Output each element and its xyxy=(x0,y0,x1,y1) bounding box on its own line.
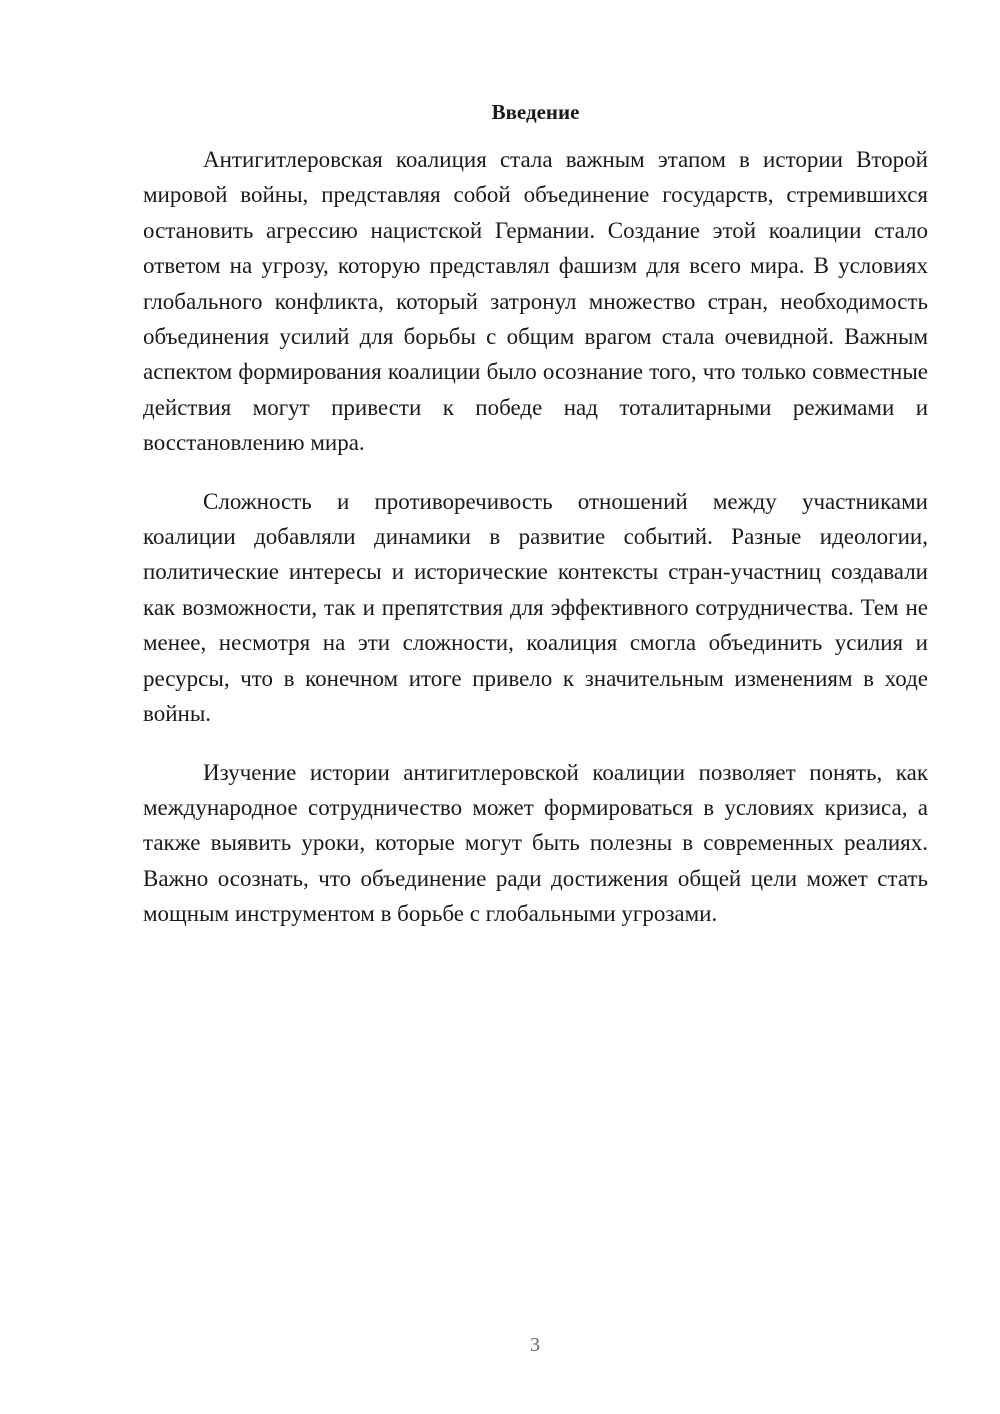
page-number: 3 xyxy=(530,1334,540,1356)
paragraph-2: Сложность и противоречивость отношений между участниками коалиции добавляли динамики в развитие событий. Разные идеологии, политические интересы и исторические контексты стран-участниц создавали как возможности, так и препятствия для эффективного сотрудничества. Тем не менее, несмотря на эти сложности, коалиция смогла объединить усилия и ресурсы, что в конечном итоге привело к значительным изменениям в ходе войны. xyxy=(143,488,928,727)
paragraph-1: Антигитлеровская коалиция стала важным этапом в истории Второй мировой войны, представляя собой объединение государств, стремившихся остановить агрессию нацистской Германии. Создание этой коалиции стало ответом на угрозу, которую представлял фашизм для всего мира. В условиях глобального конфликта, который затронул множество стран, необходимость объединения усилий для борьбы с общим врагом стала очевидной. Важным аспектом формирования коалиции было осознание того, что только совместные действия могут привести к победе над тоталитарными режимами и восстановлению мира. xyxy=(143,147,928,456)
section-title: Введение xyxy=(491,100,580,124)
paragraph-3: Изучение истории антигитлеровской коалиции позволяет понять, как международное сотрудничество может формироваться в условиях кризиса, а также выявить уроки, которые могут быть полезны в современных реалиях. Важно осознать, что объединение ради достижения общей цели может стать мощным инструментом в борьбе с глобальными угрозами. xyxy=(143,759,928,927)
body-text xyxy=(143,142,928,932)
